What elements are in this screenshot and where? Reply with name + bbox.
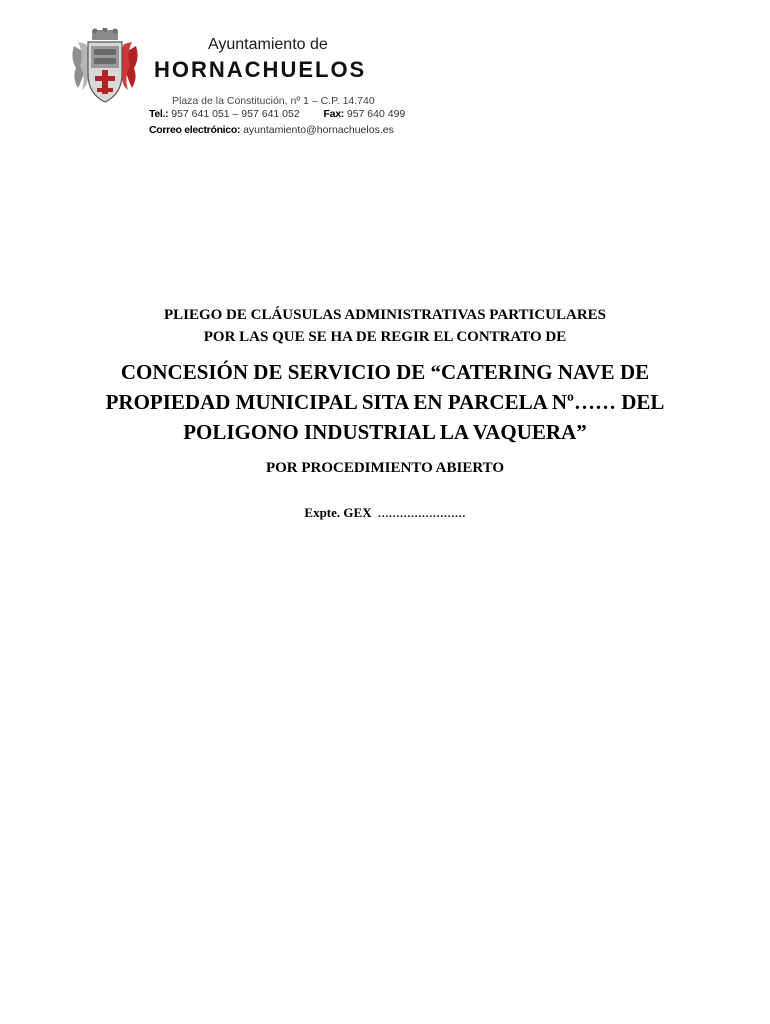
- pliego-heading: [0, 304, 770, 348]
- coat-of-arms-icon: [70, 28, 140, 104]
- file-number: [0, 504, 770, 523]
- org-address: Plaza de la Constitución, nº 1 – C.P. 14.740: [172, 95, 375, 107]
- concesion-line-1: CONCESIÓN DE SERVICIO DE “CATERING NAVE DE: [120, 360, 650, 384]
- concesion-title: [0, 357, 770, 447]
- expte-label: Expte. GEX: [304, 505, 372, 520]
- email-line: [149, 124, 394, 136]
- tel-value: 957 641 051 – 957 641 052: [171, 108, 300, 120]
- concesion-line-2: PROPIEDAD MUNICIPAL SITA EN PARCELA Nº…… DEL: [105, 390, 665, 414]
- expte-value: ……………………: [377, 508, 466, 520]
- pliego-line-2: POR LAS QUE SE HA DE REGIR EL CONTRATO DE: [203, 329, 567, 345]
- procedure-subtitle: POR PROCEDIMIENTO ABIERTO: [265, 460, 505, 476]
- org-name: HORNACHUELOS: [154, 57, 367, 82]
- pliego-line-1: PLIEGO DE CLÁUSULAS ADMINISTRATIVAS PARTICULARES: [163, 307, 607, 323]
- org-prefix: Ayuntamiento de: [208, 36, 328, 53]
- tel-label: Tel.:: [149, 108, 169, 120]
- email-label: Correo electrónico:: [149, 124, 241, 136]
- fax-value: 957 640 499: [346, 108, 406, 120]
- concesion-line-3: POLIGONO INDUSTRIAL LA VAQUERA”: [183, 420, 587, 444]
- fax-label: Fax:: [323, 108, 344, 120]
- phone-fax-line: [149, 108, 405, 120]
- email-value[interactable]: ayuntamiento@hornachuelos.es: [243, 124, 394, 136]
